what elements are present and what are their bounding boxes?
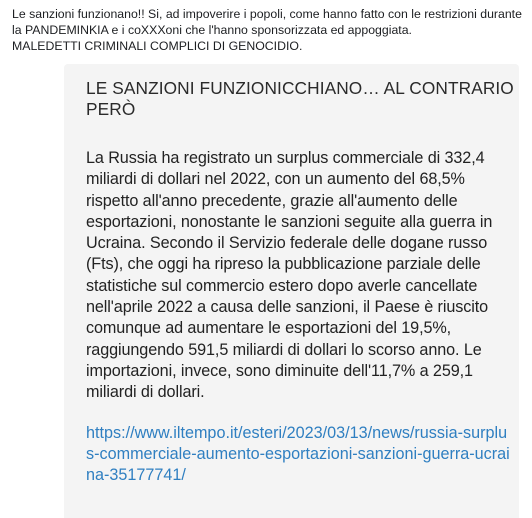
article-headline: LE SANZIONI FUNZIONICCHIANO… AL CONTRARIO PERÒ	[86, 78, 514, 119]
post-caption: Le sanzioni funzionano!! Si, ad impoverire i popoli, come hanno fatto con le restrizioni durante la PANDEMINKIA e i coXXXoni che l'hanno sponsorizzata ed appoggiata. MALEDETTI CRIMINALI COMPLICI DI GENOCIDIO.	[12, 7, 522, 53]
article-body: La Russia ha registrato un surplus commerciale di 332,4 miliardi di dollari nel 2022, con un aumento del 68,5% rispetto all'anno precedente, grazie all'aumento delle esportazioni, nonostante le sanzioni seguite alla guerra in Ucraina. Secondo il Servizio federale delle dogane russo (Fts), che oggi ha ripreso la pubblicazione parziale delle statistiche sul commercio estero dopo averle cancellate nell'aprile 2022 a causa delle sanzioni, il Paese è riuscito comunque ad aumentare le esportazioni del 19,5%, raggiungendo 591,5 miliardi di dollari lo scorso anno. Le importazioni, invece, sono diminuite dell'11,7% a 259,1 miliardi di dollari.	[86, 149, 493, 402]
article-link[interactable]: https://www.iltempo.it/esteri/2023/03/13/news/russia-surplus-commerciale-aumento-esportazioni-sanzioni-guerra-ucraina-35177741/	[86, 423, 510, 485]
article-excerpt	[86, 78, 514, 486]
shared-screenshot-image[interactable]	[64, 64, 519, 518]
